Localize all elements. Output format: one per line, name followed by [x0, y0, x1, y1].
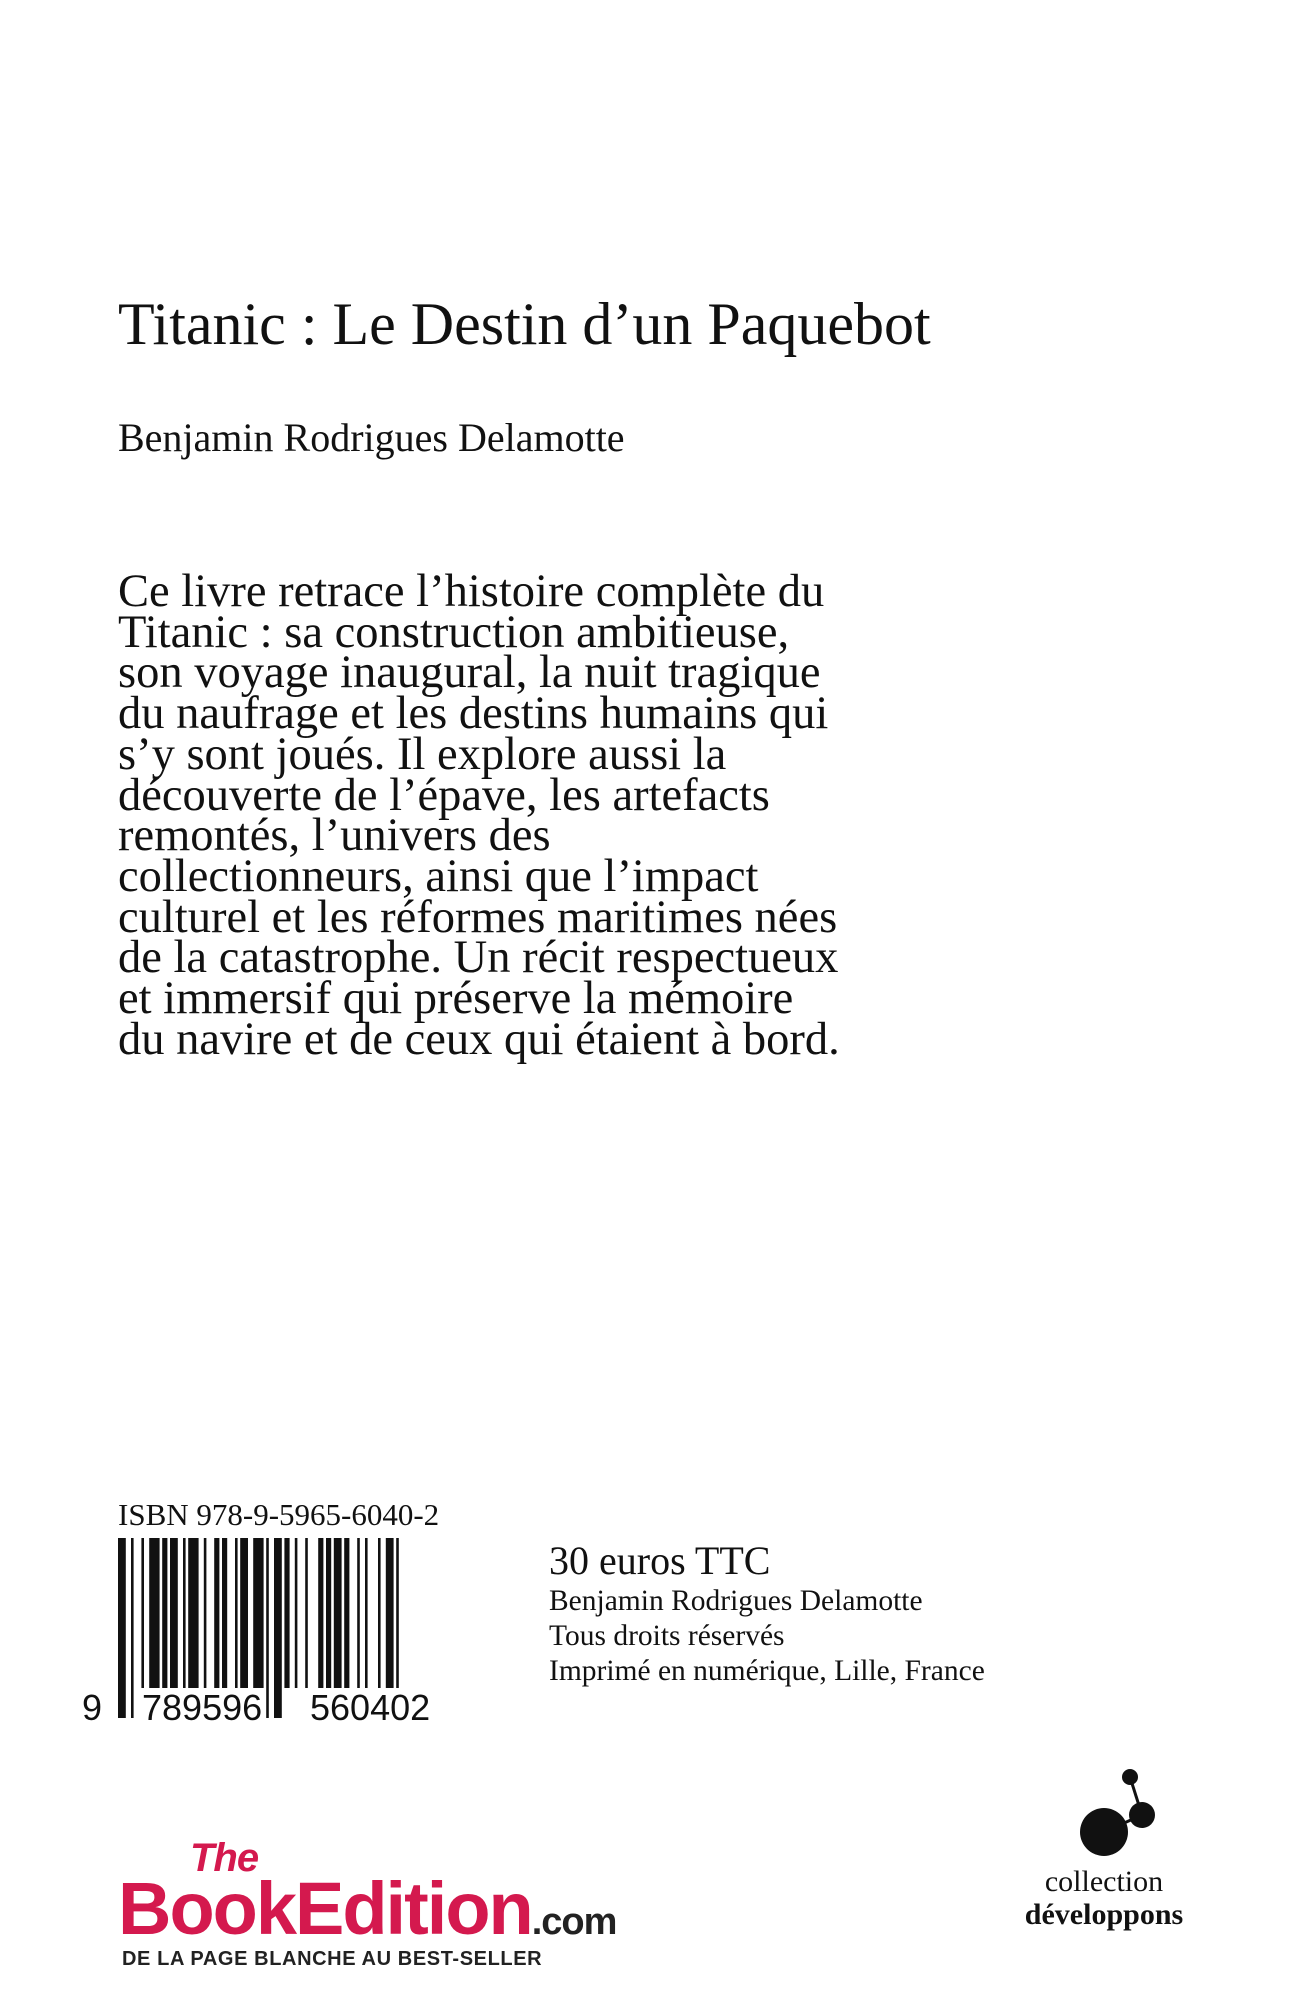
logo-the: The: [190, 1836, 259, 1880]
collection-label: collection: [1044, 1865, 1164, 1898]
summary-line: collectionneurs, ainsi que l’impact: [118, 850, 759, 902]
barcode-bar: [253, 1538, 263, 1688]
summary-line: et immersif qui préserve la mémoire: [118, 973, 794, 1025]
barcode-bar: [162, 1538, 167, 1688]
printing-info: Imprimé en numérique, Lille, France: [549, 1655, 985, 1687]
barcode-bar: [141, 1538, 144, 1688]
summary-line: son voyage inaugural, la nuit tragique: [118, 647, 821, 699]
summary-line: Titanic : sa construction ambitieuse,: [118, 606, 790, 658]
barcode-bar: [222, 1538, 227, 1688]
barcode-bar: [295, 1538, 298, 1688]
collection-logo: [1024, 1730, 1244, 1931]
barcode-bar: [240, 1538, 248, 1688]
barcode-bar: [318, 1538, 323, 1688]
summary-line: remontés, l’univers des: [118, 810, 551, 862]
copyright-holder: Benjamin Rodrigues Delamotte: [549, 1585, 923, 1617]
barcode-digits: [80, 1688, 490, 1728]
rights-notice: Tous droits réservés: [549, 1620, 785, 1652]
barcode-bar: [183, 1538, 186, 1688]
barcode-bar: [326, 1538, 331, 1688]
barcode-bar: [235, 1538, 238, 1688]
barcode-bar: [149, 1538, 159, 1688]
barcode-bar: [305, 1538, 308, 1688]
book-author: Benjamin Rodrigues Delamotte: [118, 415, 625, 460]
summary-line: de la catastrophe. Un récit respectueux: [118, 932, 839, 984]
summary-line: du naufrage et les destins humains qui: [118, 688, 829, 740]
barcode-bar: [357, 1538, 360, 1688]
summary-line: Ce livre retrace l’histoire complète du: [118, 566, 825, 617]
barcode-digit-group2: 560402: [310, 1687, 431, 1728]
barcode-bar: [170, 1538, 178, 1688]
barcode-digit-group1: 789596: [142, 1687, 263, 1728]
barcode-bar: [378, 1538, 381, 1688]
book-summary: [118, 566, 1118, 1065]
barcode-bar: [334, 1538, 342, 1688]
collection-name: développons: [1024, 1898, 1184, 1931]
summary-line: du navire et de ceux qui étaient à bord.: [118, 1013, 840, 1065]
summary-line: culturel et les réformes maritimes nées: [118, 891, 838, 943]
barcode-bar: [188, 1538, 198, 1688]
barcode-bar: [344, 1538, 349, 1688]
barcode-bar: [365, 1538, 368, 1688]
publication-info: [549, 1538, 1249, 1689]
book-title: Titanic : Le Destin d’un Paquebot: [118, 291, 931, 357]
summary-line: s’y sont joués. Il explore aussi la: [118, 728, 727, 780]
logo-dotcom: .com: [531, 1901, 617, 1943]
logo-tagline: DE LA PAGE BLANCHE AU BEST-SELLER: [122, 1948, 543, 1970]
barcode-bar: [204, 1538, 207, 1688]
logo-brand: [118, 1866, 616, 1951]
publisher-logo: [118, 1836, 718, 1976]
barcode-bar: [214, 1538, 219, 1688]
summary-line: découverte de l’épave, les artefacts: [118, 769, 770, 821]
barcode-bar: [386, 1538, 394, 1688]
barcode-digit-first: 9: [82, 1687, 103, 1728]
isbn-label: ISBN 978-9-5965-6040-2: [118, 1497, 440, 1532]
molecule-icon: [1024, 1730, 1184, 1860]
barcode-bar: [284, 1538, 289, 1688]
logo-book-edition: BookEdition: [118, 1867, 532, 1950]
price: 30 euros TTC: [549, 1538, 771, 1583]
